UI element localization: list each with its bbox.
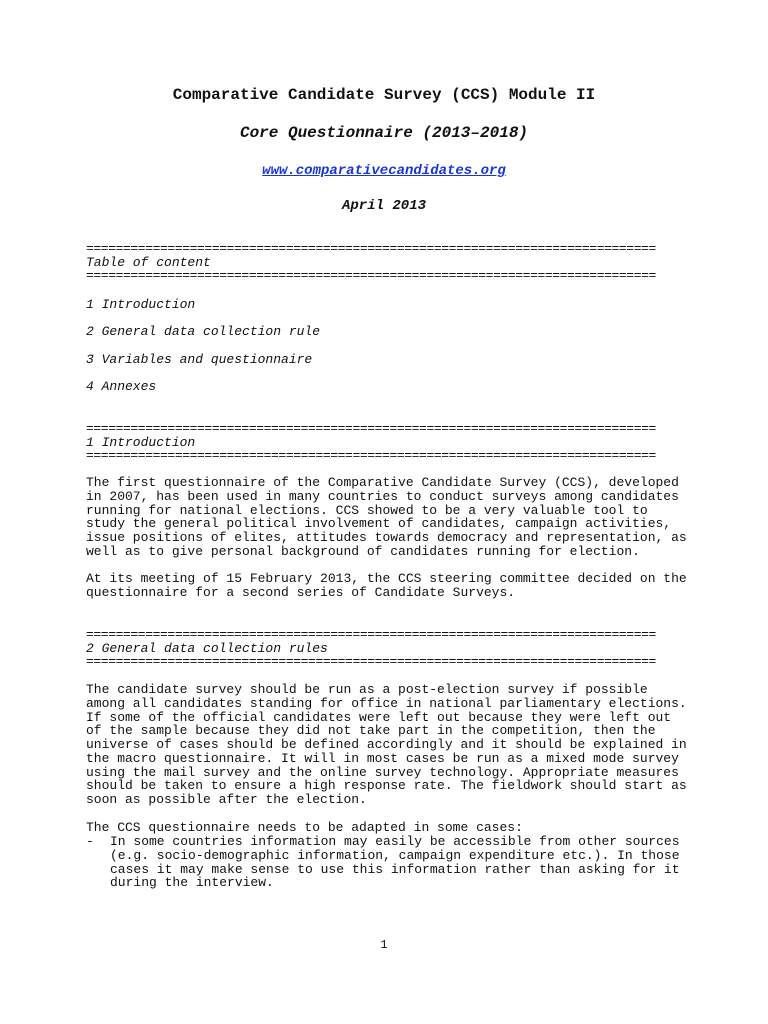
- toc-item-introduction[interactable]: 1 Introduction: [86, 297, 196, 312]
- text-line: In some countries information may easily be accessible from other sources: [110, 834, 680, 849]
- text-line: The first questionnaire of the Comparative Candidate Survey (CCS), developed: [86, 475, 679, 490]
- toc-item-variables[interactable]: 3 Variables and questionnaire: [86, 352, 313, 367]
- rule-line: =============================================================================: [86, 422, 656, 436]
- text-line: If some of the official candidates were left out because they were left out: [86, 710, 672, 725]
- section-heading-data-collection: 2 General data collection rules: [86, 641, 328, 656]
- text-line: the macro questionnaire. It will in most cases be run as a mixed mode survey: [86, 751, 679, 766]
- text-line: among all candidates standing for office in national parliamentary elections.: [86, 696, 687, 711]
- text-line: universe of cases should be defined accordingly and it should be explained in: [86, 737, 687, 752]
- text-line: should be taken to ensure a high response rate. The fieldwork should start as: [86, 778, 687, 793]
- text-line: At its meeting of 15 February 2013, the CCS steering committee decided on the: [86, 571, 687, 586]
- text-line: study the general political involvement of candidates, campaign activities,: [86, 516, 672, 531]
- text-line: The candidate survey should be run as a post-election survey if possible: [86, 682, 648, 697]
- rule-line: =============================================================================: [86, 655, 656, 669]
- document-title: Comparative Candidate Survey (CCS) Module II: [172, 86, 596, 104]
- text-line: soon as possible after the election.: [86, 792, 367, 807]
- toc-item-annexes[interactable]: 4 Annexes: [86, 379, 157, 394]
- toc-heading: Table of content: [86, 255, 211, 270]
- rule-line: =============================================================================: [86, 449, 656, 463]
- page-number: 1: [380, 938, 388, 952]
- bullet-marker: -: [86, 834, 94, 849]
- rule-line: =============================================================================: [86, 242, 656, 256]
- document-date: April 2013: [341, 198, 426, 214]
- rule-line: =============================================================================: [86, 269, 656, 283]
- text-line: using the mail survey and the online survey technology. Appropriate measures: [86, 765, 679, 780]
- rules-paragraph-2: The CCS questionnaire needs to be adapted in some cases:: [86, 820, 523, 835]
- website-link[interactable]: www.comparativecandidates.org: [262, 163, 506, 179]
- text-line: of the sample because they did not take part in the competition, then the: [86, 723, 656, 738]
- text-line: running for national elections. CCS showed to be a very valuable tool to: [86, 503, 648, 518]
- text-line: in 2007, has been used in many countries to conduct surveys among candidates: [86, 489, 679, 504]
- text-line: issue positions of elites, attitudes towards democracy and representation, as: [86, 530, 687, 545]
- text-line: questionnaire for a second series of Candidate Surveys.: [86, 585, 516, 600]
- text-line: well as to give personal background of candidates running for election.: [86, 544, 640, 559]
- text-line: during the interview.: [110, 875, 274, 890]
- text-line: cases it may make sense to use this information rather than asking for it: [110, 862, 680, 877]
- rule-line: =============================================================================: [86, 628, 656, 642]
- section-heading-introduction: 1 Introduction: [86, 435, 196, 450]
- text-line: (e.g. socio-demographic information, campaign expenditure etc.). In those: [110, 848, 680, 863]
- toc-item-data-collection[interactable]: 2 General data collection rule: [86, 324, 321, 339]
- document-subtitle: Core Questionnaire (2013–2018): [239, 124, 529, 142]
